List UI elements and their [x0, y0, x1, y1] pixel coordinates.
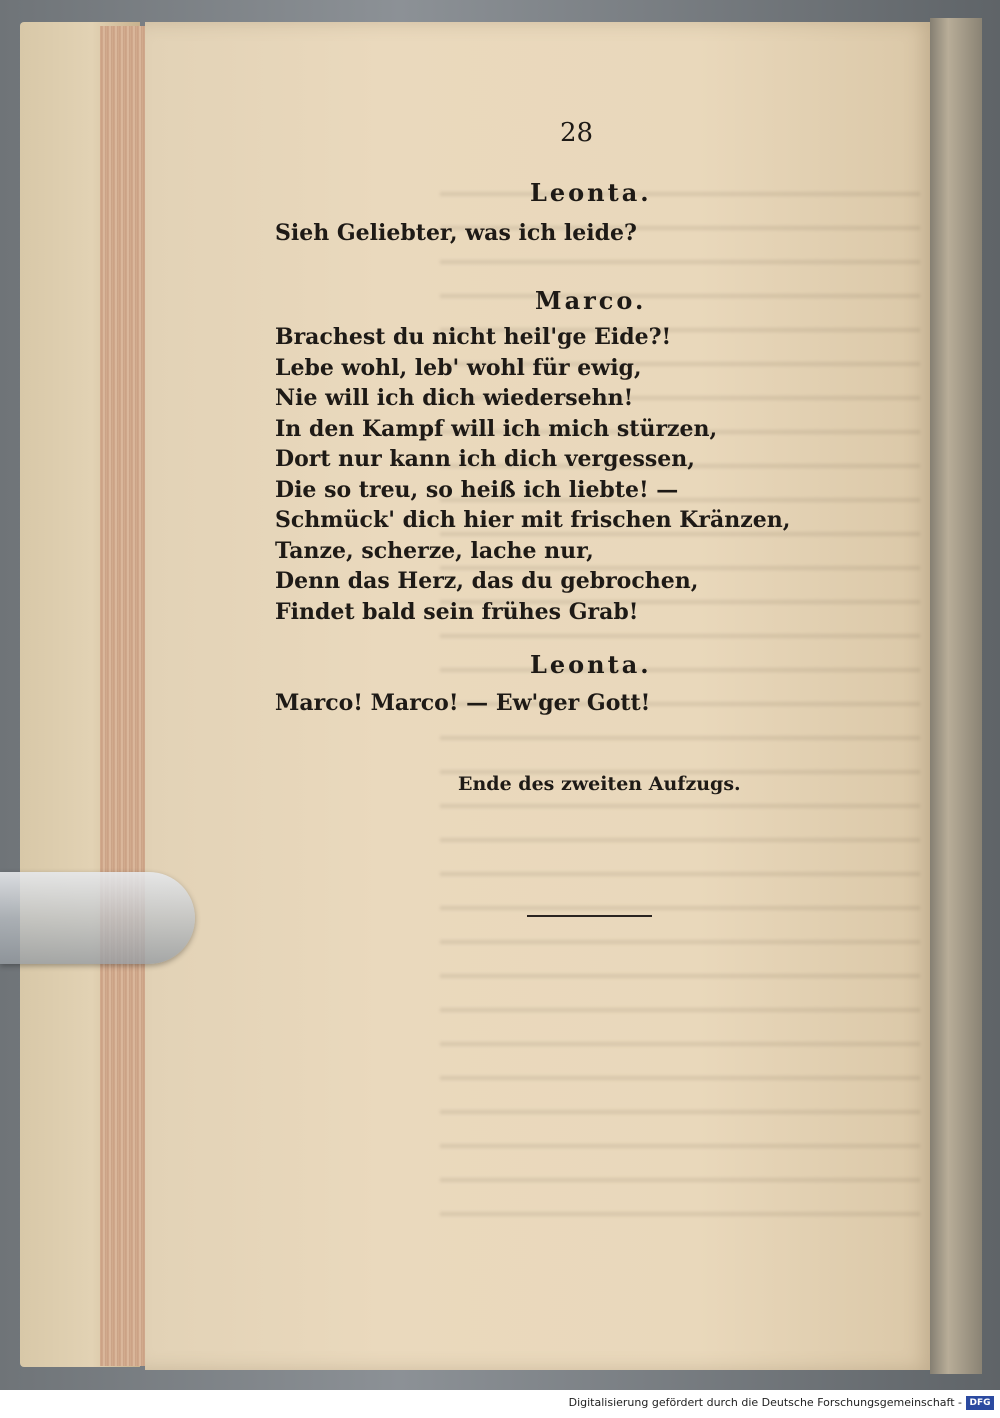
act-end-note: Ende des zweiten Aufzugs.: [458, 773, 741, 795]
glass-page-clip: [0, 872, 195, 964]
closing-rule: [527, 915, 652, 917]
verse-stanza: [275, 322, 790, 627]
verse-line: In den Kampf will ich mich stürzen,: [275, 415, 718, 442]
verse-line: Findet bald sein frühes Grab!: [275, 598, 639, 625]
verse-line: Tanze, scherze, lache nur,: [275, 537, 594, 564]
speaker-name: Leonta.: [530, 650, 652, 679]
page-number: 28: [560, 118, 594, 148]
book-gutter-fold: [930, 18, 982, 1374]
verse-line: Schmück' dich hier mit frischen Kränzen,: [275, 507, 791, 533]
speaker-name: Leonta.: [530, 178, 652, 207]
page-stack-edges: [100, 26, 150, 1366]
digitization-credit: Digitalisierung gefördert durch die Deutsche Forschungsgemeinschaft -: [568, 1396, 962, 1409]
verse-line: Lebe wohl, leb' wohl für ewig,: [275, 354, 642, 381]
verse-line: Die so treu, so heiß ich liebte! —: [275, 476, 679, 503]
verse-line: Brachest du nicht heil'ge Eide?!: [275, 324, 672, 350]
verse-line: Marco! Marco! — Ew'ger Gott!: [275, 690, 651, 716]
verse-line: Sieh Geliebter, was ich leide?: [275, 220, 637, 246]
verse-line: Denn das Herz, das du gebrochen,: [275, 568, 699, 594]
verse-line: Nie will ich dich wiedersehn!: [275, 385, 634, 411]
speaker-name: Marco.: [535, 286, 647, 315]
dfg-logo: DFG: [966, 1396, 994, 1410]
verse-line: Dort nur kann ich dich vergessen,: [275, 446, 695, 472]
